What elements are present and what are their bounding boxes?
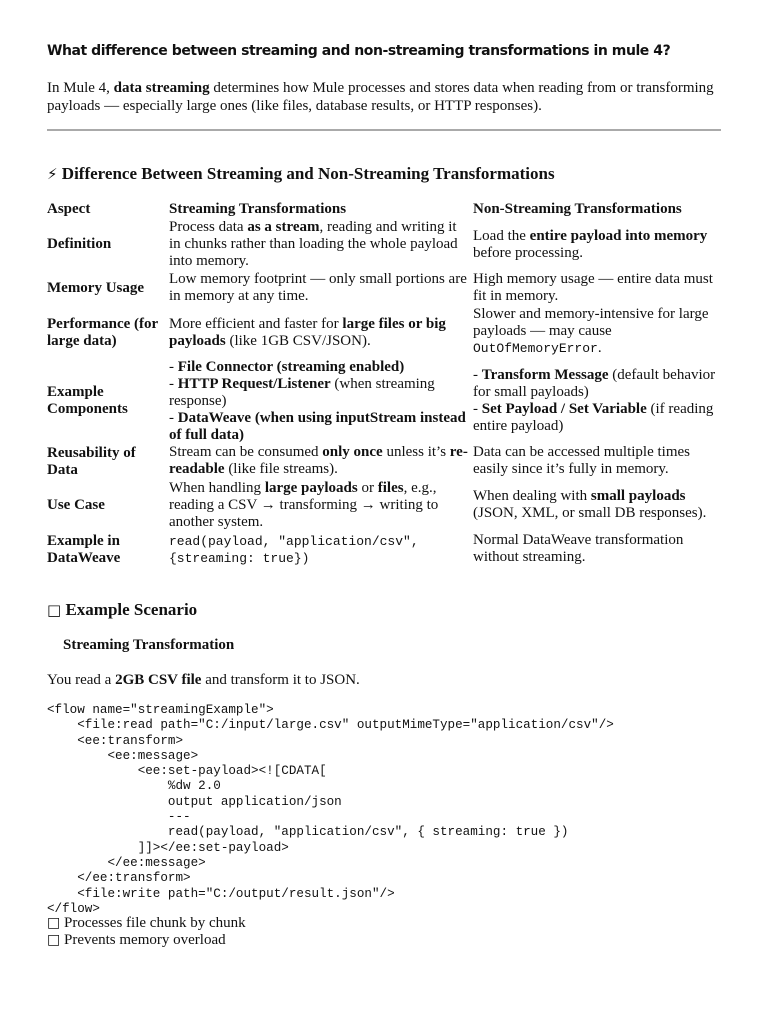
cell-text-run: Slower and memory-intensive for large payloads — may cause [473,306,709,339]
cell-text-run: small payloads [590,488,686,504]
code-block: <flow name="streamingExample"> <file:read path="C:/input/large.csv" outputMimeType="application/csv"/> <ee:transform> <ee:message> <ee:set-payload><![CDATA[ %dw 2.0 output application/json --- read(payload, "application/csv", { streaming: true }) ]]></ee:set-payload> </ee:message> </ee:transform> <file:write path="C:/output/result.json"/> </flow> [47,703,614,916]
lightning-icon: ⚡ [47,165,58,183]
intro-text-start: In Mule 4, [47,80,114,96]
scenario-subheading: Streaming Transformation [63,637,235,653]
table-cell-aspect: Definition [47,236,112,252]
intro-bold: data streaming [113,80,210,96]
table-cell-streaming [169,219,469,270]
cell-text-run: (when streaming response) - [169,376,435,426]
table-cell-streaming [169,271,469,305]
cell-text-run: , reading and writing it in chunks rather than loading the whole payload into memory. [169,219,458,269]
cell-text-run: only once [322,444,383,460]
table-cell-aspect: Memory Usage [47,280,145,296]
cell-text-run: large files or big payloads [169,316,446,349]
table-cell-nonstreaming [473,306,725,357]
table-cell-streaming [169,480,469,531]
intro-paragraph [47,79,723,115]
table-cell-nonstreaming [473,367,725,435]
table-cell-streaming [169,316,469,350]
cell-text-run: Data can be accessed multiple times easily since it’s fully in memory. [473,444,690,477]
scenario-text-end: and transform it to JSON. [201,672,360,688]
table-header-nonstreaming: Non-Streaming Transformations [473,201,682,217]
table-cell-nonstreaming [473,532,725,566]
cell-text-run: When dealing with [473,488,591,504]
cell-text-run: before processing. [473,245,583,261]
table-cell-streaming [169,533,469,567]
table-cell-aspect: Use Case [47,497,105,513]
scenario-heading [47,599,197,621]
cell-text-run: (JSON, XML, or small DB responses). [473,505,707,521]
bullet-item [47,931,226,949]
cell-text-run: , e.g., reading a CSV → transforming → writing to another system. [169,480,439,530]
cell-text-run: - [169,376,178,392]
cell-text-run: (like 1GB CSV/JSON). [225,333,371,349]
bullet-text: Processes file chunk by chunk [60,915,246,931]
cell-text-run: files [377,480,404,496]
cell-text-run: (if reading entire payload) [473,401,714,434]
cell-text-run: Load the [473,228,530,244]
cell-text-run: . [597,340,602,356]
placeholder-box-icon: □ [47,601,62,619]
cell-text-run: read(payload, "application/csv", {streaming: true}) [169,534,419,566]
difference-heading-text: Difference Between Streaming and Non-Streaming Transformations [61,164,555,183]
cell-text-run: - [473,367,482,383]
scenario-heading-text: Example Scenario [65,600,198,619]
cell-text-run: entire payload into memory [529,228,708,244]
table-header-aspect: Aspect [47,201,91,217]
cell-text-run: When handling [169,480,265,496]
table-cell-nonstreaming [473,271,725,305]
table-cell-aspect: Performance (for large data) [47,316,158,349]
table-cell-nonstreaming [473,444,725,478]
checkbox-glyph-icon: □ [47,932,61,948]
checkbox-glyph-icon: □ [47,915,61,931]
cell-text-run: File Connector (streaming enabled) [177,359,405,375]
scenario-text-start: You read a [47,672,116,688]
table-header-streaming: Streaming Transformations [169,201,347,217]
table-cell-nonstreaming [473,488,725,522]
cell-text-run: More efficient and faster for [169,316,343,332]
table-cell-streaming [169,359,469,444]
difference-heading [47,163,555,185]
scenario-bold: 2GB CSV file [115,672,202,688]
cell-text-run: - [169,359,178,375]
cell-text-run: Stream can be consumed [169,444,323,460]
cell-text-run: HTTP Request/Listener [177,376,331,392]
cell-text-run: unless it’s [382,444,450,460]
table-cell-aspect: Example in DataWeave [47,533,121,566]
cell-text-run: as a stream [247,219,320,235]
scenario-description [47,671,360,689]
cell-text-run: Transform Message [481,367,609,383]
bullet-item [47,914,246,932]
cell-text-run: (default behavior for small payloads) - [473,367,716,417]
table-cell-aspect: Example Components [47,384,128,417]
intro-text-end: determines how Mule processes and stores data when reading from or transforming payloads — especially large ones (like files, database results, or HTTP responses). [47,80,714,114]
cell-text-run: large payloads [264,480,358,496]
cell-text-run: DataWeave (when using inputStream instead of full data) [169,410,466,443]
cell-text-run: Normal DataWeave transformation without streaming. [473,532,684,565]
cell-text-run: (like file streams). [224,461,338,477]
table-cell-nonstreaming [473,228,725,262]
cell-text-run: Low memory footprint — only small portions are in memory at any time. [169,271,467,304]
cell-text-run: High memory usage — entire data must fit in memory. [473,271,713,304]
table-cell-streaming [169,444,469,478]
bullet-text: Prevents memory overload [60,932,226,948]
cell-text-run: Process data [169,219,248,235]
table-cell-aspect: Reusability of Data [47,445,136,478]
question-title: What difference between streaming and non-streaming transformations in mule 4? [47,43,671,59]
horizontal-rule [47,129,721,131]
cell-text-run: or [357,480,378,496]
cell-text-run: OutOfMemoryError [473,341,598,356]
cell-text-run: re-readable [169,444,468,477]
cell-text-run: Set Payload / Set Variable [481,401,647,417]
